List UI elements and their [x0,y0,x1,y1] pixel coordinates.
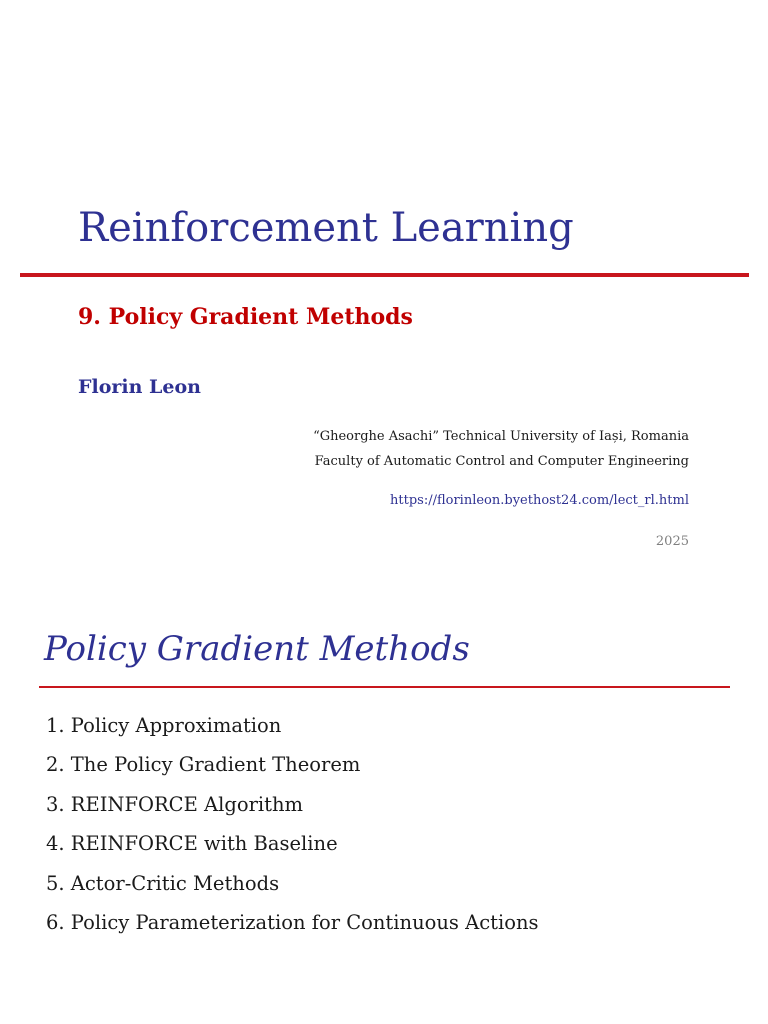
course-url-link[interactable]: https://florinleon.byethost24.com/lect_rl.html [390,493,689,508]
outline-list [46,706,539,942]
presentation-title: Reinforcement Learning [78,205,574,251]
outline-item: 3. REINFORCE Algorithm [46,792,304,816]
outline-item: 4. REINFORCE with Baseline [46,832,338,856]
author-name: Florin Leon [78,376,201,398]
outline-item: 1. Policy Approximation [46,714,282,737]
outline-slide [0,580,768,1024]
outline-item: 5. Actor-Critic Methods [46,871,280,895]
faculty-name: Faculty of Automatic Control and Computer Engineering [314,454,689,469]
lecture-subtitle: 9. Policy Gradient Methods [78,304,413,330]
year-label: 2025 [655,534,689,549]
outline-title: Policy Gradient Methods [44,629,470,669]
university-name: “Gheorghe Asachi” Technical University of Iași, Romania [313,429,689,444]
outline-item: 2. The Policy Gradient Theorem [46,753,361,777]
title-divider [20,273,749,277]
outline-divider [39,686,730,688]
outline-item: 6. Policy Parameterization for Continuous Actions [46,911,539,935]
